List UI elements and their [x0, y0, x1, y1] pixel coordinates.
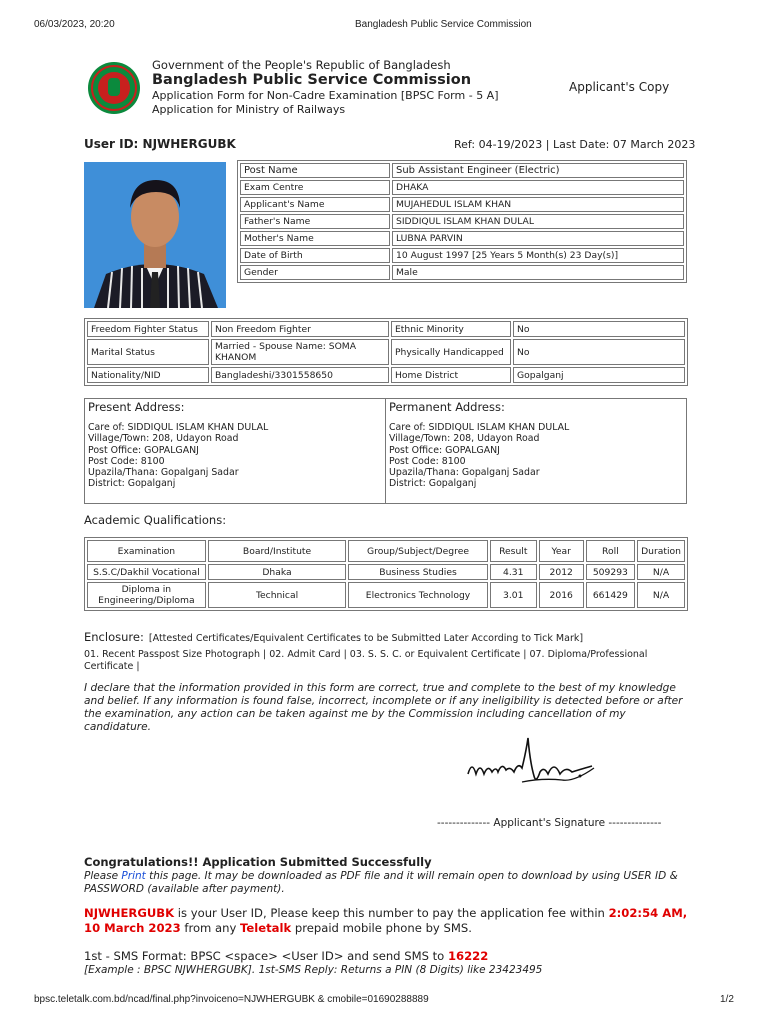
gov-title: Government of the People's Republic of Bangladesh	[152, 58, 451, 72]
sms-format: 1st - SMS Format: BPSC <space> <User ID> and send SMS to 16222	[84, 949, 489, 963]
applicant-photo	[84, 162, 226, 308]
table-row: Gender Male	[240, 265, 684, 280]
declaration-text: I declare that the information provided in this form are correct, true and complete to the best of my knowledge and belief. If any information is found false, incorrect, incomplete or if any ineligibility is detected before or after the examination, any action can be taken against me by the Commission including cancellation of my candidature.	[84, 682, 683, 733]
user-id: User ID: NJWHERGUBK	[84, 137, 236, 151]
signature-label: -------------- Applicant's Signature --------------	[437, 817, 662, 829]
payment-deadline: 2:02:54 AM, 10 March 2023	[84, 906, 688, 935]
print-footer-url: bpsc.teletalk.com.bd/ncad/final.php?invoiceno=NJWHERGUBK & cmobile=01690288889	[34, 994, 429, 1005]
print-title: Bangladesh Public Service Commission	[355, 19, 532, 30]
table-row: Exam Centre DHAKA	[240, 180, 684, 195]
copy-label: Applicant's Copy	[569, 80, 670, 94]
ministry-title: Application for Ministry of Railways	[152, 103, 346, 116]
table-row: Nationality/NID Bangladeshi/3301558650 Home District Gopalganj	[87, 367, 685, 383]
table-row: Freedom Fighter Status Non Freedom Fighter Ethnic Minority No	[87, 321, 685, 337]
present-address-box: Present Address: Care of: SIDDIQUL ISLAM KHAN DULAL Village/Town: 208, Udayon Road Post Office: GOPALGANJ Post Code: 8100 Upazila/Thana: Gopalganj Sadar District: Gopalganj	[84, 398, 386, 504]
print-datetime: 06/03/2023, 20:20	[34, 19, 115, 30]
permanent-address-heading: Permanent Address:	[389, 400, 505, 414]
congrats-userid-note: NJWHERGUBK is your User ID, Please keep this number to pay the application fee within 2:02:54 AM, 10 March 2023 from any Teletalk prepaid mobile phone by SMS.	[84, 906, 688, 935]
present-address-heading: Present Address:	[88, 400, 185, 414]
commission-title: Bangladesh Public Service Commission	[152, 72, 472, 88]
teletalk-label: Teletalk	[240, 921, 292, 935]
academic-table	[84, 537, 688, 611]
table-row: S.S.C/Dakhil Vocational Dhaka Business Studies 4.31 2012 509293 N/A	[87, 564, 685, 580]
table-row: Applicant's Name MUJAHEDUL ISLAM KHAN	[240, 197, 684, 212]
print-link[interactable]: Print	[121, 870, 146, 882]
enclosure-items: 01. Recent Passpost Size Photograph | 02. Admit Card | 03. S. S. C. or Equivalent Certificate | 07. Diploma/Professional Certificate |	[84, 649, 648, 672]
ref-line: Ref: 04-19/2023 | Last Date: 07 March 2023	[454, 138, 696, 151]
sms-number: 16222	[447, 949, 489, 963]
personal-info-table	[237, 160, 687, 283]
table-row: Father's Name SIDDIQUL ISLAM KHAN DULAL	[240, 214, 684, 229]
permanent-address-box: Permanent Address: Care of: SIDDIQUL ISLAM KHAN DULAL Village/Town: 208, Udayon Road Post Office: GOPALGANJ Post Code: 8100 Upazila/Thana: Gopalganj Sadar District: Gopalganj	[385, 398, 687, 504]
table-row: Date of Birth 10 August 1997 [25 Years 5 Month(s) 23 Day(s)]	[240, 248, 684, 263]
user-id-highlight: NJWHERGUBK	[84, 906, 175, 920]
table-row: Examination Board/Institute Group/Subject/Degree Result Year Roll Duration	[87, 540, 685, 562]
table-row: Post Name Sub Assistant Engineer (Electric)	[240, 163, 684, 178]
academic-heading: Academic Qualifications:	[84, 513, 227, 527]
enclosure-label: Enclosure:	[84, 630, 144, 644]
bpsc-logo	[88, 62, 140, 114]
form-title: Application Form for Non-Cadre Examination [BPSC Form - 5 A]	[152, 89, 499, 102]
applicant-signature	[462, 732, 602, 800]
table-row: Mother's Name LUBNA PARVIN	[240, 231, 684, 246]
congrats-title: Congratulations!! Application Submitted Successfully	[84, 855, 432, 869]
table-row: Marital Status Married - Spouse Name: SOMA KHANOM Physically Handicapped No	[87, 339, 685, 365]
status-table	[84, 318, 688, 386]
sms-example: [Example : BPSC NJWHERGUBK]. 1st-SMS Reply: Returns a PIN (8 Digits) like 23423495	[84, 964, 543, 976]
enclosure-note: [Attested Certificates/Equivalent Certificates to be Submitted Later According to Tick Mark]	[148, 633, 584, 644]
table-row: Diploma in Engineering/Diploma Technical Electronics Technology 3.01 2016 661429 N/A	[87, 582, 685, 608]
print-page-number: 1/2	[720, 994, 734, 1005]
congrats-print-note: Please Print this page. It may be downloaded as PDF file and it will remain open to download by using USER ID & PASSWORD (available after payment).	[84, 870, 678, 895]
